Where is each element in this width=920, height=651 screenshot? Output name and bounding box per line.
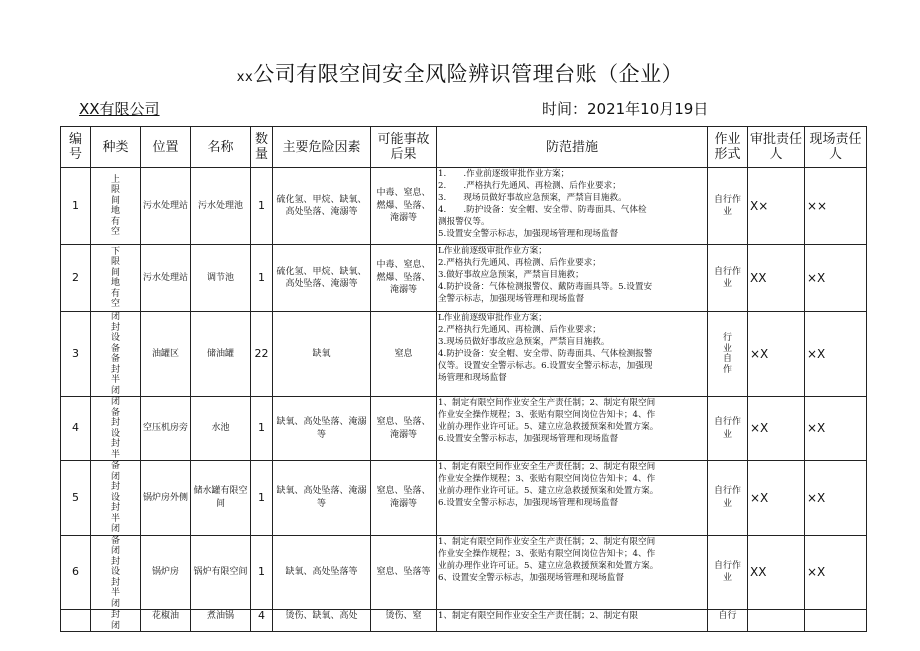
cell-result: 窒息 xyxy=(371,312,437,397)
cell-quantity: 1 xyxy=(251,245,273,312)
table-row xyxy=(61,397,867,461)
cell-approver: XX xyxy=(748,535,805,610)
cell-kind xyxy=(91,245,141,312)
cell-quantity: 1 xyxy=(251,461,273,536)
header-name: 名称 xyxy=(191,127,251,168)
cell-kind xyxy=(91,610,141,632)
header-quantity: 数量 xyxy=(251,127,273,168)
measure-line: 1、制定有限空间作业安全生产责任制；2、制定有限空间 xyxy=(438,398,656,408)
cell-quantity: 1 xyxy=(251,535,273,610)
risk-ledger-table xyxy=(60,126,867,632)
table-row xyxy=(61,312,867,397)
kind-text: 封闭 xyxy=(110,610,120,631)
measure-line: 作业安全操作规程；3、张贴有限空间岗位告知卡；4、作 xyxy=(438,548,656,559)
measure-line: 1、制定有限空间作业安全生产责任制；2、制定有限空间 xyxy=(438,536,656,547)
cell-location: 锅炉房外侧 xyxy=(141,461,191,536)
cell-approver xyxy=(748,610,805,632)
cell-site-manager: ×X xyxy=(805,245,867,312)
cell-name: 储水罐有限空间 xyxy=(191,461,251,536)
measure-line: 3. 现场员做好事故应急预案，严禁盲目施救。 xyxy=(438,193,627,203)
measure-line: 6、设置安全警示标志，加强现场管理和现场监督 xyxy=(438,572,624,583)
cell-result: 中毒、窒息、燃爆、坠落、淹溺等 xyxy=(371,168,437,245)
cell-site-manager: ×X xyxy=(805,535,867,610)
measure-line: 1、制定有限空间作业安全生产责任制；2、制定有限 xyxy=(438,611,638,621)
cell-measures xyxy=(437,535,708,610)
measure-line: L作业前逐级审批作业方案； xyxy=(438,246,547,256)
cell-hazard: 硫化氢、甲烷、缺氧、高处坠落、淹溺等 xyxy=(273,168,371,245)
cell-measures xyxy=(437,461,708,536)
measure-line: 5.设置安全警示标志，加强现场管理和现场监督 xyxy=(438,229,619,239)
cell-quantity: 1 xyxy=(251,397,273,461)
cell-hazard: 缺氧、高处坠落、淹溺等 xyxy=(273,461,371,536)
cell-hazard: 缺氧、高处坠落、淹溺等 xyxy=(273,397,371,461)
cell-number: 2 xyxy=(61,245,91,312)
cell-quantity: 1 xyxy=(251,168,273,245)
measure-line: 测报警仪等。 xyxy=(438,217,490,227)
cell-mode: 自行 xyxy=(708,610,748,632)
cell-location: 空压机房旁 xyxy=(141,397,191,461)
measure-line: 3.做好事故应急预案，严禁盲目施救； xyxy=(438,270,584,280)
header-measures: 防范措施 xyxy=(437,127,708,168)
measure-line: 4.防护设备：安全帽、安全带、防毒面具、气体检测报警 xyxy=(438,349,653,359)
cell-result: 窒息、坠落、淹溺等 xyxy=(371,397,437,461)
cell-measures xyxy=(437,610,708,632)
table-row xyxy=(61,610,867,632)
header-result: 可能事故后果 xyxy=(371,127,437,168)
header-hazard: 主要危险因素 xyxy=(273,127,371,168)
cell-mode: 自行作业 xyxy=(708,168,748,245)
measure-line: 4.防护设备：气体检测报警仪、戴防毒面具等。5.设置安 xyxy=(438,282,653,292)
cell-site-manager xyxy=(805,610,867,632)
cell-location: 污水处理站 xyxy=(141,245,191,312)
cell-number: 4 xyxy=(61,397,91,461)
kind-text: 闭备封设封半 xyxy=(110,397,120,460)
header-kind: 种类 xyxy=(91,127,141,168)
mode-text: 行业自作 xyxy=(722,333,732,375)
cell-location: 花椒油 xyxy=(141,610,191,632)
cell-number: 3 xyxy=(61,312,91,397)
cell-kind xyxy=(91,397,141,461)
cell-hazard: 硫化氢、甲烷、缺氧、高处坠落、淹溺等 xyxy=(273,245,371,312)
cell-quantity: 22 xyxy=(251,312,273,397)
cell-mode: 自行作业 xyxy=(708,397,748,461)
cell-measures xyxy=(437,312,708,397)
cell-site-manager: ×X xyxy=(805,397,867,461)
table-header-row xyxy=(61,127,867,168)
measure-line: 作业安全操作规程；3、张贴有限空间岗位告知卡；4、作 xyxy=(438,410,656,420)
cell-approver: ×X xyxy=(748,397,805,461)
cell-number: 5 xyxy=(61,461,91,536)
measure-line: 业前办理作业许可证。5、建立应急救援预案和处置方案。 xyxy=(438,422,659,432)
cell-measures xyxy=(437,397,708,461)
cell-approver: XX xyxy=(748,245,805,312)
cell-mode: 自行作业 xyxy=(708,535,748,610)
header-number: 编号 xyxy=(61,127,91,168)
measure-line: 1、制定有限空间作业安全生产责任制；2、制定有限空间 xyxy=(438,462,656,472)
title-prefix: xx xyxy=(236,70,254,85)
measure-line: 6.设置安全警示标志，加强现场管理和现场监督 xyxy=(438,498,619,508)
kind-text: 下限间地有空 xyxy=(110,246,120,309)
cell-mode: 自行作业 xyxy=(708,245,748,312)
measure-line: 2.严格执行先通风、再检测、后作业要求； xyxy=(438,325,601,335)
measure-line: 业前办理作业许可证。5、建立应急救援预案和处置方案。 xyxy=(438,486,659,496)
cell-number: 6 xyxy=(61,535,91,610)
cell-measures xyxy=(437,245,708,312)
cell-approver: X× xyxy=(748,168,805,245)
cell-kind xyxy=(91,312,141,397)
cell-number: 1 xyxy=(61,168,91,245)
cell-approver: ×X xyxy=(748,312,805,397)
measure-line: 2. .严格执行先通风、再检测、后作业要求； xyxy=(438,181,621,191)
cell-name: 水池 xyxy=(191,397,251,461)
measure-line: 6.设置安全警示标志，加强现场管理和现场监督 xyxy=(438,434,619,444)
header-site-manager: 现场责任人 xyxy=(805,127,867,168)
cell-kind xyxy=(91,535,141,610)
table-row xyxy=(61,535,867,610)
cell-site-manager: ×X xyxy=(805,312,867,397)
cell-hazard: 缺氧 xyxy=(273,312,371,397)
document-date: 时间：2021年10月19日 xyxy=(542,100,709,118)
measure-line: 3.现场员做好事故应急预案，严禁盲目施救。 xyxy=(438,337,610,347)
page-title xyxy=(0,58,920,88)
header-approver: 审批责任人 xyxy=(748,127,805,168)
cell-location: 污水处理站 xyxy=(141,168,191,245)
table-row xyxy=(61,168,867,245)
cell-name: 锅炉有限空间 xyxy=(191,535,251,610)
cell-hazard: 烫伤、缺氧、高处 xyxy=(273,610,371,632)
cell-approver: ×X xyxy=(748,461,805,536)
measure-line: 业前办理作业许可证。5、建立应急救援预案和处置方案。 xyxy=(438,560,659,571)
cell-result: 烫伤、窒 xyxy=(371,610,437,632)
table-row xyxy=(61,245,867,312)
measure-line: 4. .防护设备：安全帽、安全带、防毒面具、气体检 xyxy=(438,205,647,215)
kind-text: 备闭封设封半闭 xyxy=(110,461,120,534)
measure-line: L作业前逐级审批作业方案； xyxy=(438,313,547,323)
cell-number xyxy=(61,610,91,632)
cell-name: 污水处理池 xyxy=(191,168,251,245)
measure-line: 仪等。设置安全警示标志。6.设置安全警示标志，加强现 xyxy=(438,361,653,371)
cell-hazard: 缺氧、高处坠落等 xyxy=(273,535,371,610)
header-location: 位置 xyxy=(141,127,191,168)
kind-text: 闭封设备备封半闭 xyxy=(110,312,120,396)
cell-site-manager: ×× xyxy=(805,168,867,245)
company-name: XX有限公司 xyxy=(79,100,160,118)
cell-name: 储油罐 xyxy=(191,312,251,397)
cell-location: 锅炉房 xyxy=(141,535,191,610)
measure-line: 2.严格执行先通风、再检测、后作业要求； xyxy=(438,258,601,268)
cell-site-manager: ×X xyxy=(805,461,867,536)
measure-line: 场管理和现场监督 xyxy=(438,373,507,383)
cell-location: 油罐区 xyxy=(141,312,191,397)
cell-name: 调节池 xyxy=(191,245,251,312)
cell-kind xyxy=(91,168,141,245)
measure-line: 全警示标志，加强现场管理和现场监督 xyxy=(438,294,585,304)
cell-result: 中毒、窒息、燃爆、坠落、淹溺等 xyxy=(371,245,437,312)
cell-measures xyxy=(437,168,708,245)
cell-mode: 自行作业 xyxy=(708,461,748,536)
measure-line: 作业安全操作规程；3、张贴有限空间岗位告知卡；4、作 xyxy=(438,474,656,484)
cell-quantity: 4 xyxy=(251,610,273,632)
cell-name: 煮油锅 xyxy=(191,610,251,632)
header-mode: 作业形式 xyxy=(708,127,748,168)
cell-result: 窒息、坠落等 xyxy=(371,535,437,610)
cell-kind xyxy=(91,461,141,536)
title-main: 公司有限空间安全风险辨识管理台账（企业） xyxy=(253,62,684,86)
kind-text: 上限间地有空 xyxy=(110,174,120,237)
cell-result: 窒息、坠落、淹溺等 xyxy=(371,461,437,536)
measure-line: 1. .作业前逐级审批作业方案； xyxy=(438,169,570,179)
cell-mode xyxy=(708,312,748,397)
table-row xyxy=(61,461,867,536)
kind-text: 备闭封设封半闭 xyxy=(110,535,120,609)
